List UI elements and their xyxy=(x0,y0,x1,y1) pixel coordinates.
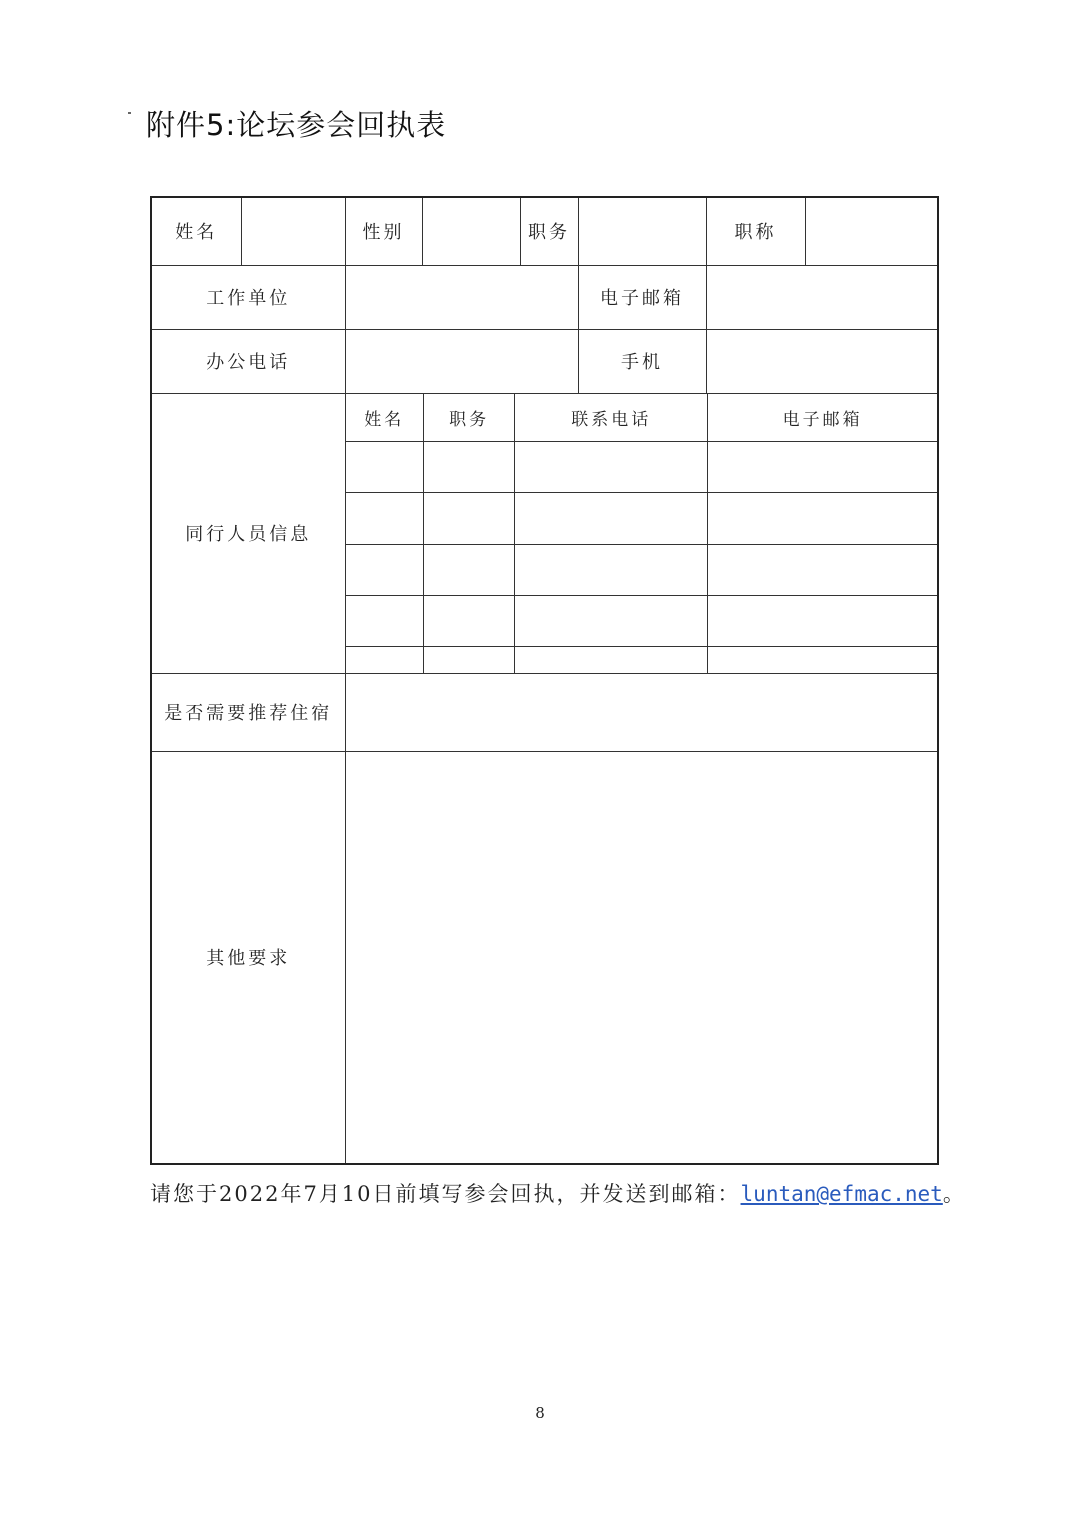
companion-position-field[interactable] xyxy=(424,544,515,595)
name-label: 姓名 xyxy=(151,197,241,265)
registration-form-table xyxy=(150,196,939,1165)
email-link[interactable]: luntan@efmac.net xyxy=(740,1182,943,1206)
companion-phone-field[interactable] xyxy=(515,442,708,493)
gender-field[interactable] xyxy=(422,197,520,265)
work-unit-field[interactable] xyxy=(345,265,578,329)
companion-row xyxy=(346,595,938,646)
office-phone-label: 办公电话 xyxy=(151,329,345,393)
companion-phone-field[interactable] xyxy=(515,544,708,595)
form-row-work-unit xyxy=(151,265,938,329)
page-number: 8 xyxy=(535,1404,545,1422)
name-field[interactable] xyxy=(241,197,345,265)
title-field[interactable] xyxy=(805,197,938,265)
companion-name-field[interactable] xyxy=(346,595,424,646)
companion-header-phone: 联系电话 xyxy=(515,394,708,442)
mobile-label: 手机 xyxy=(578,329,706,393)
companion-header-email: 电子邮箱 xyxy=(708,394,937,442)
form-row-other-requirements xyxy=(151,751,938,1164)
form-row-accommodation xyxy=(151,673,938,751)
email-label: 电子邮箱 xyxy=(578,265,706,329)
office-phone-field[interactable] xyxy=(345,329,578,393)
email-field[interactable] xyxy=(706,265,938,329)
mobile-field[interactable] xyxy=(706,329,938,393)
companion-phone-field[interactable] xyxy=(515,595,708,646)
companion-email-field[interactable] xyxy=(708,442,937,493)
companion-name-field[interactable] xyxy=(346,442,424,493)
companion-email-field[interactable] xyxy=(708,493,937,544)
scan-speck xyxy=(128,112,131,114)
submission-note-end: 。 xyxy=(942,1182,966,1206)
companions-header-row xyxy=(346,394,938,442)
companion-email-field[interactable] xyxy=(708,544,937,595)
form-row-basic-info xyxy=(151,197,938,265)
other-requirements-label: 其他要求 xyxy=(151,751,345,1164)
companion-position-field[interactable] xyxy=(424,442,515,493)
companion-name-field[interactable] xyxy=(346,647,424,673)
companion-position-field[interactable] xyxy=(424,647,515,673)
companion-row xyxy=(346,647,938,673)
other-requirements-field[interactable] xyxy=(345,751,938,1164)
gender-label: 性别 xyxy=(345,197,422,265)
companion-header-name: 姓名 xyxy=(346,394,424,442)
companion-position-field[interactable] xyxy=(424,595,515,646)
submission-note xyxy=(150,1178,966,1208)
companions-label: 同行人员信息 xyxy=(151,393,345,673)
companion-email-field[interactable] xyxy=(708,595,937,646)
companion-row xyxy=(346,493,938,544)
companion-position-field[interactable] xyxy=(424,493,515,544)
companion-row xyxy=(346,544,938,595)
submission-note-text: 请您于2022年7月10日前填写参会回执，并发送到邮箱： xyxy=(150,1182,741,1206)
companions-table xyxy=(346,394,938,673)
companion-phone-field[interactable] xyxy=(515,493,708,544)
form-row-phone xyxy=(151,329,938,393)
companion-phone-field[interactable] xyxy=(515,647,708,673)
position-label: 职务 xyxy=(520,197,578,265)
form-row-companions xyxy=(151,393,938,673)
accommodation-field[interactable] xyxy=(345,673,938,751)
title-label: 职称 xyxy=(706,197,805,265)
position-field[interactable] xyxy=(578,197,706,265)
accommodation-label: 是否需要推荐住宿 xyxy=(151,673,345,751)
companion-name-field[interactable] xyxy=(346,493,424,544)
page-title: 附件5:论坛参会回执表 xyxy=(146,108,447,142)
work-unit-label: 工作单位 xyxy=(151,265,345,329)
companion-email-field[interactable] xyxy=(708,647,937,673)
companion-row xyxy=(346,442,938,493)
companion-header-position: 职务 xyxy=(424,394,515,442)
companion-name-field[interactable] xyxy=(346,544,424,595)
companions-table-cell xyxy=(345,393,938,673)
